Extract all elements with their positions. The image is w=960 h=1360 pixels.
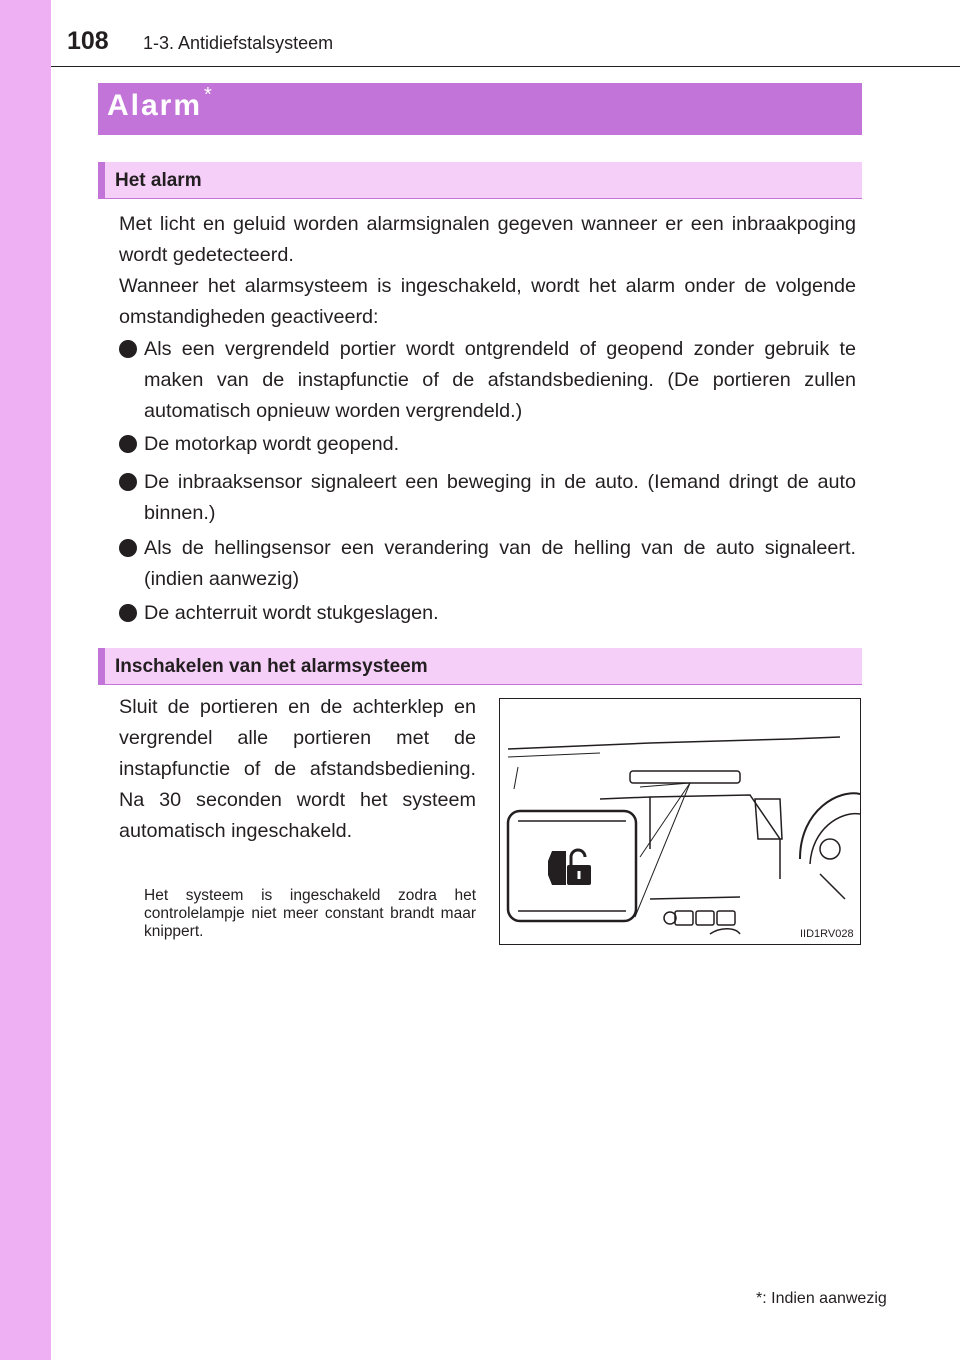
- conditions-paragraph: Wanneer het alarmsysteem is ingeschakeld, wordt het alarm onder de volgende omstandigheden geactiveerd:: [119, 275, 856, 328]
- list-item-text: Als een vergrendeld portier wordt ontgrendeld of geopend zonder gebruik te maken van de instapfunctie of de afstandsbediening. (De portieren zullen automatisch opnieuw worden vergrendeld.): [144, 338, 856, 422]
- bullet-icon: [119, 340, 137, 358]
- dashboard-illustration: [499, 698, 861, 945]
- list-item: [119, 334, 856, 427]
- side-tab-strip: [0, 0, 51, 1360]
- list-item: [119, 467, 856, 529]
- footnote-asterisk: *: [756, 1290, 763, 1307]
- activation-paragraph: Sluit de portieren en de achterklep en vergrendel alle portieren met de instapfunctie of de afstandsbediening. Na 30 seconden wordt het systeem automatisch ingeschakeld.: [119, 696, 476, 842]
- list-item-text: De achterruit wordt stukgeslagen.: [144, 602, 439, 624]
- subheading-tab: [98, 648, 105, 684]
- bullet-icon: [119, 539, 137, 557]
- title-bar: [98, 83, 862, 135]
- subheading-tab: [98, 162, 105, 198]
- list-item-text: Als de hellingsensor een verandering van de helling van de auto signaleert. (indien aanwezig): [144, 537, 856, 590]
- bullet-icon: [119, 604, 137, 622]
- subheading-label: Inschakelen van het alarmsysteem: [115, 656, 428, 677]
- indicator-note: Het systeem is ingeschakeld zodra het controlelampje niet meer constant brandt maar knippert.: [144, 887, 476, 940]
- list-item-text: De motorkap wordt geopend.: [144, 433, 400, 455]
- page-title: Alarm: [107, 89, 203, 122]
- bullet-icon: [119, 435, 137, 453]
- list-item: [119, 533, 856, 595]
- title-asterisk: *: [204, 84, 212, 106]
- list-item: [119, 598, 856, 629]
- dashboard-drawing: [500, 699, 860, 944]
- footnote-text: : Indien aanwezig: [762, 1290, 887, 1307]
- page-number: 108: [67, 27, 109, 55]
- subheading-inschakelen: [98, 648, 862, 685]
- subheading-het-alarm: [98, 162, 862, 199]
- list-item: [119, 429, 856, 460]
- intro-paragraph: Met licht en geluid worden alarmsignalen gegeven wanneer er een inbraakpoging wordt gedetecteerd.: [119, 213, 856, 266]
- footnote: [756, 1290, 887, 1308]
- list-item-text: De inbraaksensor signaleert een beweging in de auto. (Iemand dringt de auto binnen.): [144, 471, 856, 524]
- header-divider: [51, 66, 960, 67]
- figure-code: IID1RV028: [800, 928, 854, 940]
- subheading-label: Het alarm: [115, 170, 202, 191]
- bullet-icon: [119, 473, 137, 491]
- section-reference: 1-3. Antidiefstalsysteem: [143, 33, 334, 53]
